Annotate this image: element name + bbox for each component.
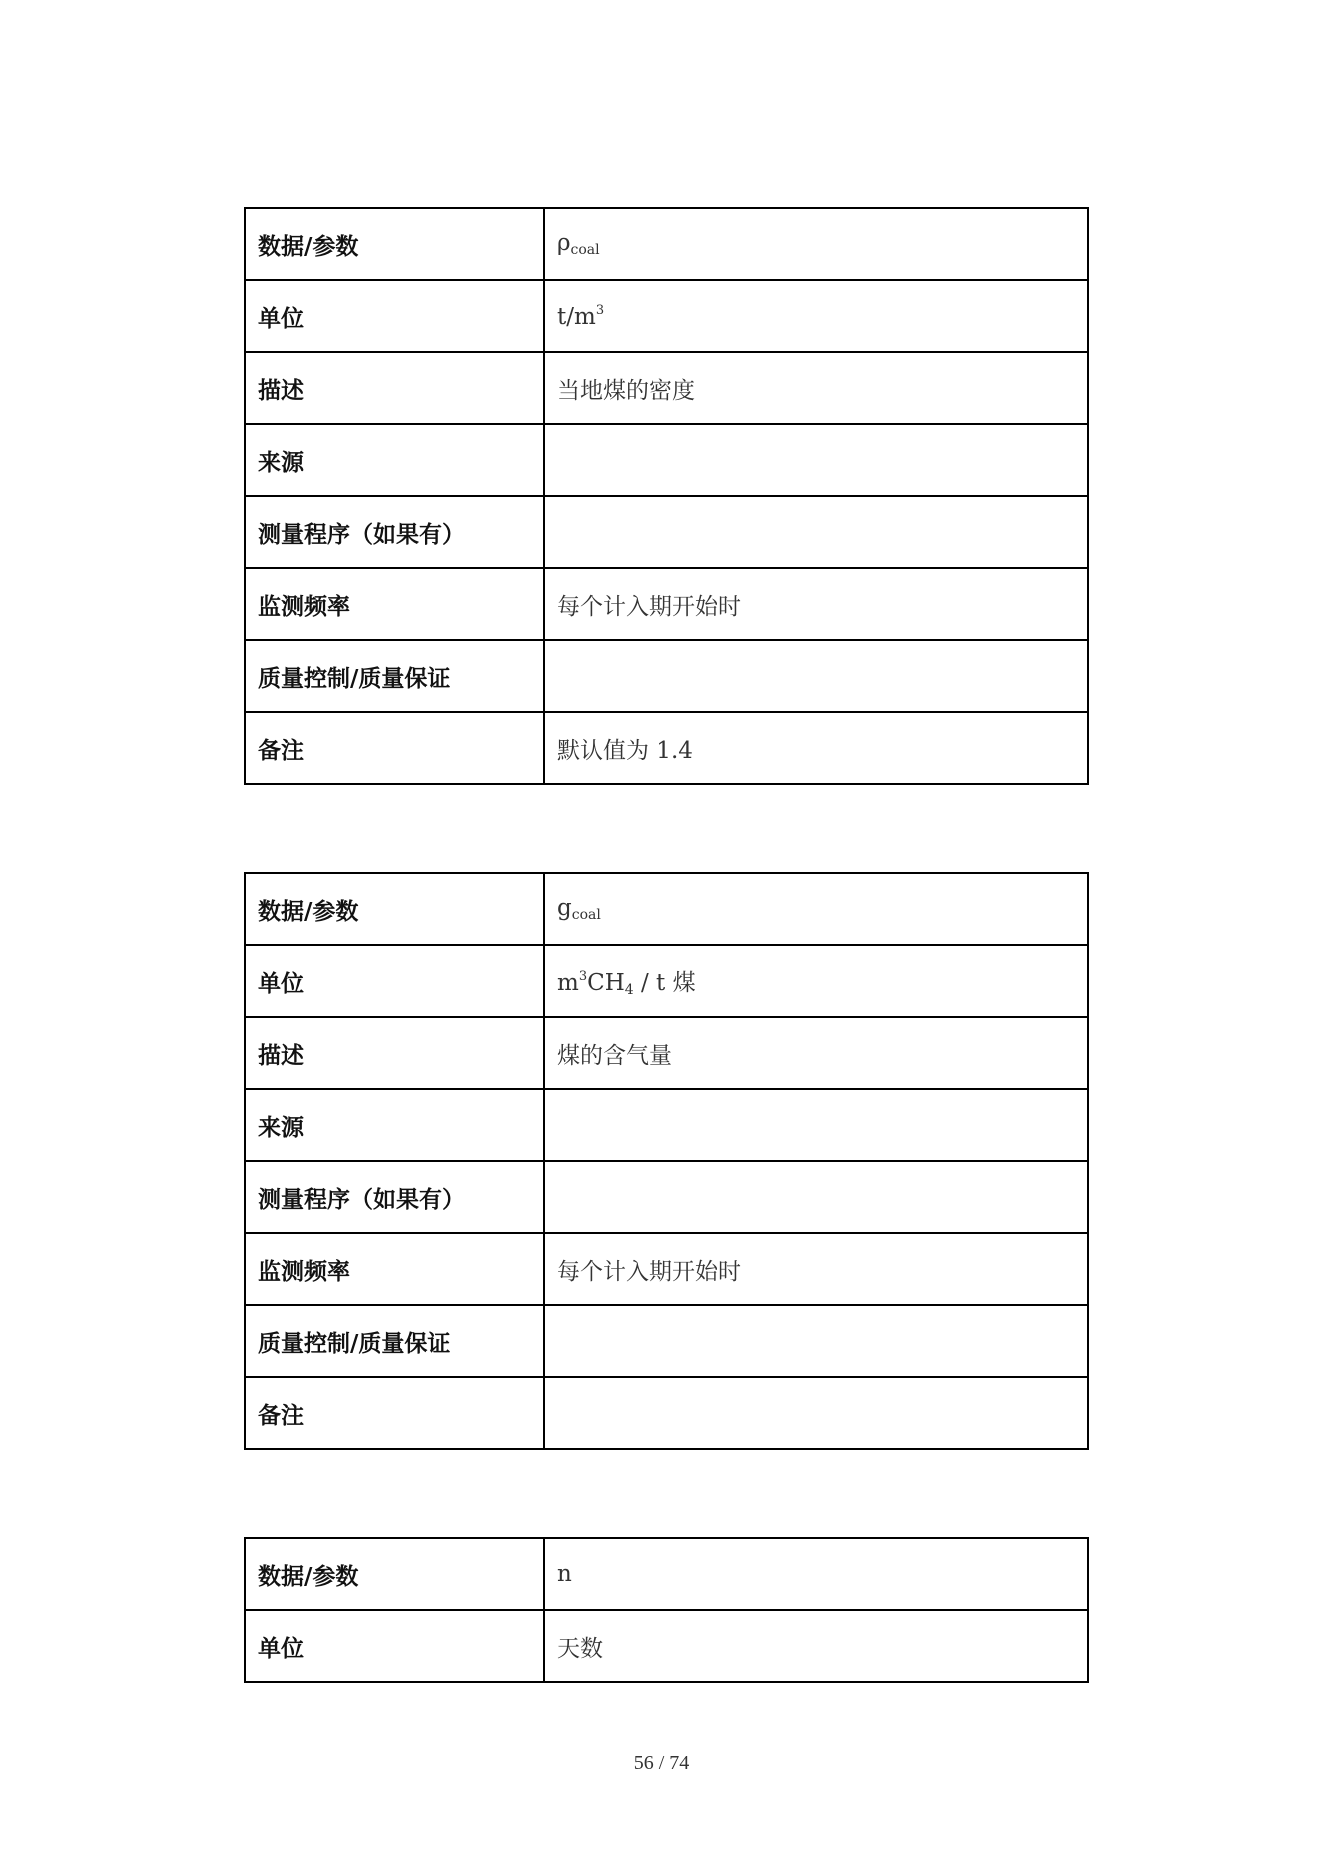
table-row [245,1017,1088,1089]
unit-base: t/m [557,303,596,330]
description-value: 当地煤的密度 [544,352,1088,424]
qaqc-value [544,640,1088,712]
table-row [245,873,1088,945]
unit-superscript: 3 [595,302,605,318]
table-row [245,496,1088,568]
param-label: 数据/参数 [245,1538,544,1610]
table-row [245,352,1088,424]
procedure-value [544,496,1088,568]
frequency-value: 每个计入期开始时 [544,568,1088,640]
procedure-label: 测量程序（如果有） [245,1161,544,1233]
frequency-label: 监测频率 [245,1233,544,1305]
qaqc-label: 质量控制/质量保证 [245,640,544,712]
param-symbol: ρ [557,230,571,256]
table-row [245,568,1088,640]
parameter-table-n [244,1537,1089,1683]
unit-value [544,945,1088,1017]
table-row [245,712,1088,784]
table-row [245,1538,1088,1610]
param-symbol: g [557,895,572,921]
remarks-value [544,1377,1088,1449]
table-row [245,424,1088,496]
remarks-value: 默认值为 1.4 [544,712,1088,784]
unit-subscript: 4 [624,982,634,998]
param-subscript: coal [570,242,600,258]
description-label: 描述 [245,1017,544,1089]
table-row [245,1377,1088,1449]
table-row [245,1089,1088,1161]
table-row [245,1161,1088,1233]
source-label: 来源 [245,424,544,496]
description-value: 煤的含气量 [544,1017,1088,1089]
parameter-table-rho-coal [244,207,1089,785]
procedure-label: 测量程序（如果有） [245,496,544,568]
unit-superscript: 3 [578,969,588,984]
remarks-label: 备注 [245,1377,544,1449]
frequency-value: 每个计入期开始时 [544,1233,1088,1305]
table-row [245,1233,1088,1305]
table-row [245,1305,1088,1377]
unit-rest: / t 煤 [633,970,696,996]
unit-label: 单位 [245,280,544,352]
unit-m: m [557,970,579,996]
param-value [544,873,1088,945]
table-row [245,280,1088,352]
unit-value: 天数 [544,1610,1088,1682]
table-row [245,1610,1088,1682]
table-row [245,640,1088,712]
param-subscript: coal [571,907,601,923]
description-label: 描述 [245,352,544,424]
procedure-value [544,1161,1088,1233]
unit-value [544,280,1088,352]
qaqc-value [544,1305,1088,1377]
table-row [245,945,1088,1017]
page-number: 56 / 74 [633,1752,690,1774]
source-label: 来源 [245,1089,544,1161]
unit-label: 单位 [245,945,544,1017]
param-value [544,208,1088,280]
param-label: 数据/参数 [245,208,544,280]
remarks-label: 备注 [245,712,544,784]
frequency-label: 监测频率 [245,568,544,640]
source-value [544,1089,1088,1161]
unit-ch: CH [587,970,625,996]
param-value: n [544,1538,1088,1610]
param-label: 数据/参数 [245,873,544,945]
unit-label: 单位 [245,1610,544,1682]
source-value [544,424,1088,496]
qaqc-label: 质量控制/质量保证 [245,1305,544,1377]
parameter-table-g-coal [244,872,1089,1450]
table-row [245,208,1088,280]
